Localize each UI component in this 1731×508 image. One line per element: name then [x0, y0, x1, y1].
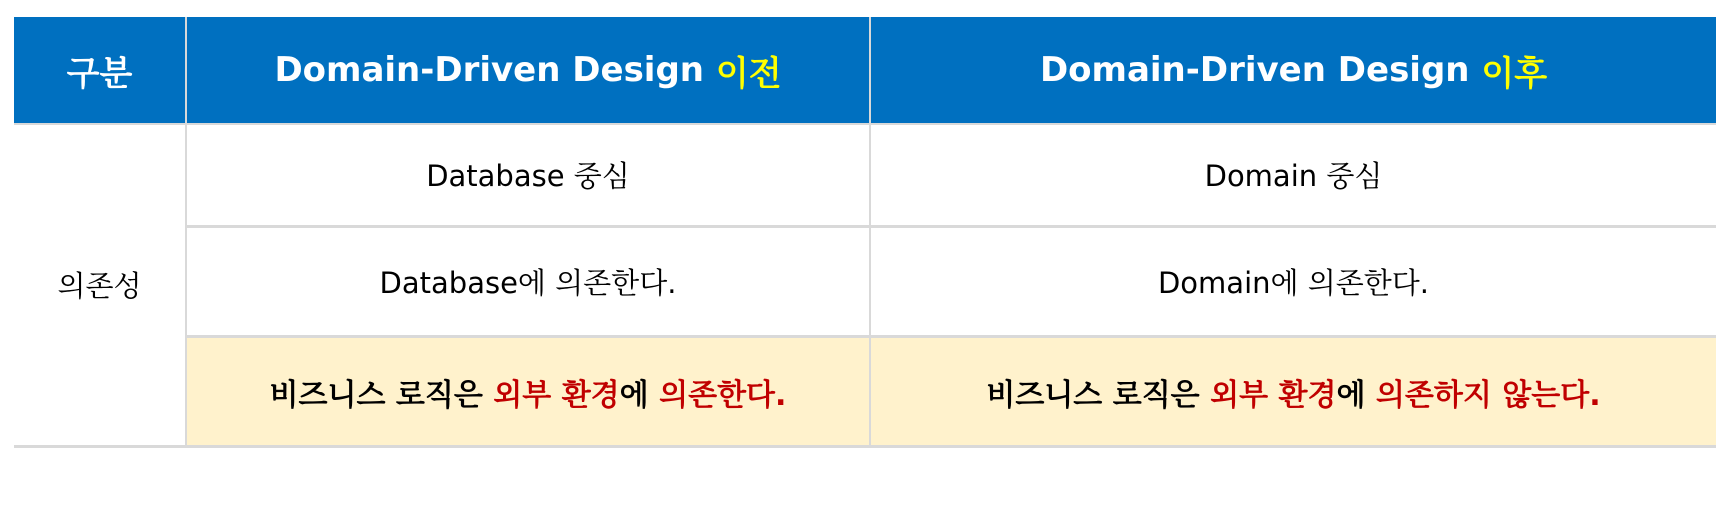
- emphasis-text-before: [270, 370, 787, 414]
- cell-text: Domain에 의존한다.: [1157, 266, 1430, 300]
- header-category-label: 구분: [66, 53, 133, 94]
- emphasis-after-red-2: 의존하지 않는다.: [1375, 377, 1601, 413]
- header-after-highlight: 이후: [1481, 53, 1548, 94]
- cell-text: Domain 중심: [1204, 158, 1383, 193]
- column-divider: [869, 17, 871, 445]
- emphasis-before-red-2: 의존한다.: [659, 377, 787, 413]
- cell-text: Database에 의존한다.: [379, 266, 677, 300]
- emphasis-cell-after: [871, 338, 1716, 445]
- header-after-prefix: Domain-Driven Design: [1039, 50, 1482, 90]
- emphasis-cell-before: [187, 338, 869, 445]
- table-cell-after-2: [871, 228, 1716, 335]
- column-divider: [185, 17, 187, 445]
- table-cell-before-1: [187, 123, 869, 225]
- emphasis-text-after: [986, 370, 1600, 414]
- header-category-cell: [14, 17, 185, 123]
- emphasis-after-red-1: 외부 환경: [1210, 377, 1337, 413]
- table-bottom-border: [14, 445, 1716, 448]
- header-divider: [14, 123, 1716, 125]
- row-divider: [187, 335, 1716, 338]
- header-before-prefix: Domain-Driven Design: [274, 50, 716, 90]
- row-divider: [187, 225, 1716, 228]
- emphasis-after-part1: 비즈니스 로직은: [986, 377, 1211, 413]
- table-cell-after-1: [871, 123, 1716, 225]
- emphasis-after-part3: 에: [1336, 377, 1376, 413]
- table-cell-before-2: [187, 228, 869, 335]
- cell-text: Database 중심: [426, 158, 630, 193]
- emphasis-before-part1: 비즈니스 로직은: [269, 377, 494, 413]
- header-before-cell: [187, 17, 869, 123]
- row-label: 의존성: [57, 268, 142, 303]
- emphasis-before-red-1: 외부 환경: [493, 377, 620, 413]
- header-before-highlight: 이전: [715, 53, 782, 94]
- comparison-table: [14, 17, 1716, 492]
- row-label-cell: [14, 123, 185, 445]
- emphasis-before-part3: 에: [619, 377, 660, 413]
- header-after-cell: [871, 17, 1716, 123]
